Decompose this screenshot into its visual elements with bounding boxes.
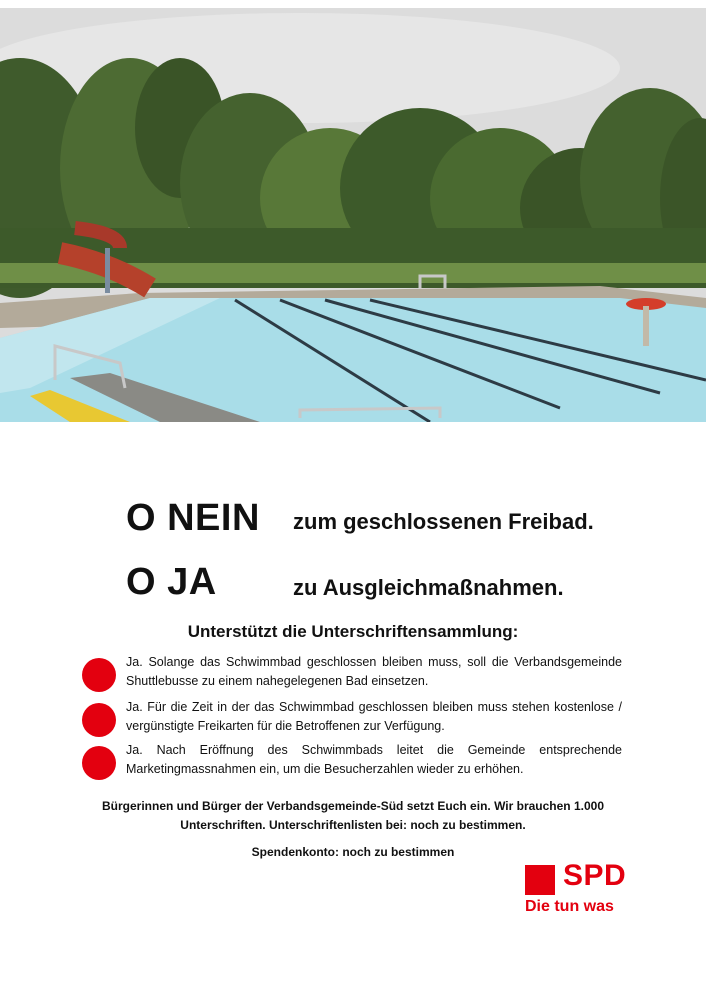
appeal-line-1: Bürgerinnen und Bürger der Verbandsgemeinde-Süd setzt Euch ein. Wir brauchen 1.000 — [102, 799, 604, 813]
option-no-label: O NEIN — [126, 497, 260, 539]
demand-item — [82, 698, 622, 746]
brand-slogan: Die tun was — [525, 898, 614, 915]
option-yes-text: zu Ausgleichmaßnahmen. — [293, 575, 564, 600]
bullet-dot-icon — [82, 658, 116, 692]
demand-text: Ja. Für die Zeit in der das Schwimmbad geschlossen bleiben muss stehen kostenlose / vergünstigte Freikarten für die Betroffenen zur Verfügung. — [126, 700, 622, 733]
demand-text: Ja. Solange das Schwimmbad geschlossen bleiben muss, soll die Verbandsgemeinde Shuttlebusse zu einem nahegelegenen Bad einsetzen. — [126, 655, 622, 688]
demand-item — [82, 741, 622, 789]
bullet-dot-icon — [82, 703, 116, 737]
campaign-heading: Unterstützt die Unterschriftensammlung: — [187, 622, 519, 641]
option-yes-label: O JA — [126, 561, 217, 603]
pool-illustration — [0, 8, 706, 422]
option-no-text: zum geschlossenen Freibad. — [293, 509, 594, 534]
demand-item — [82, 653, 622, 701]
logo-square-icon — [525, 865, 555, 895]
swimming-pool-photo — [0, 8, 706, 422]
brand-name: SPD — [563, 859, 627, 892]
bullet-dot-icon — [82, 746, 116, 780]
spd-logo — [525, 859, 645, 923]
donation-account: Spendenkonto: noch zu bestimmen — [251, 845, 455, 859]
appeal-line-2: Unterschriften. Unterschriftenlisten bei: noch zu bestimmen. — [180, 818, 526, 832]
demand-text: Ja. Nach Eröffnung des Schwimmbads leitet die Gemeinde entsprechende Marketingmassnahmen ein, um die Besucherzahlen wieder zu erhöhen. — [126, 743, 622, 776]
